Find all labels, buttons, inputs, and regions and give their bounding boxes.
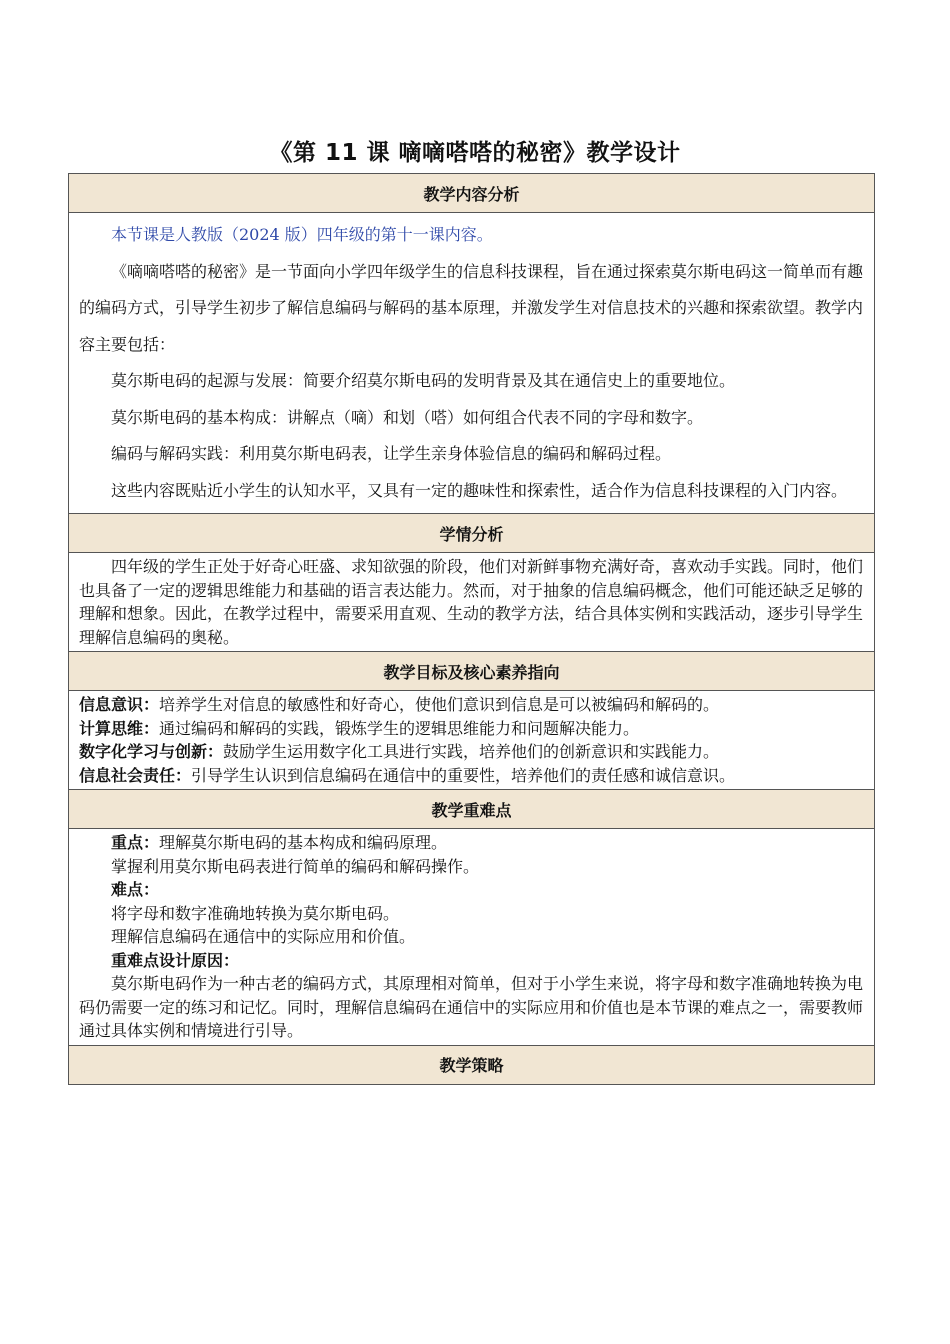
difficulty-line-2: 理解信息编码在通信中的实际应用和价值。	[111, 927, 416, 946]
objective-text: 通过编码和解码的实践，锻炼学生的逻辑思维能力和问题解决能力。	[159, 718, 640, 738]
key-point-line-2: 掌握利用莫尔斯电码表进行简单的编码和解码操作。	[111, 856, 480, 876]
section-header-row	[69, 514, 875, 553]
reason-paragraph: 莫尔斯电码作为一种古老的编码方式，其原理相对简单，但对于小学生来说，将字母和数字准确地转换为电码仍需要一定的练习和记忆。同时，理解信息编码在通信中的实际应用和价值也是本节课的难点之一，需要教师通过具体实例和情境进行引导。	[79, 974, 864, 1040]
key-point-line	[79, 831, 866, 855]
objective-item	[79, 717, 866, 741]
content-paragraph-3: 莫尔斯电码的基本构成：讲解点（嘀）和划（嗒）如何组合代表不同的字母和数字。	[111, 407, 704, 427]
key-points-body	[69, 829, 875, 1046]
lesson-plan-table	[68, 173, 875, 1085]
key-text: 理解莫尔斯电码的基本构成和编码原理。	[159, 833, 448, 852]
content-paragraph-2: 莫尔斯电码的起源与发展：简要介绍莫尔斯电码的发明背景及其在通信史上的重要地位。	[111, 371, 736, 390]
strategy-heading: 教学策略	[69, 1045, 875, 1084]
section-header-row	[69, 174, 875, 213]
objective-label: 信息意识：	[79, 695, 160, 714]
intro-paragraph: 本节课是人教版（2024 版）四年级的第十一课内容。	[111, 225, 493, 244]
section-header-row	[69, 1045, 875, 1084]
key-points-heading: 教学重难点	[69, 790, 875, 829]
learner-analysis-heading: 学情分析	[69, 514, 875, 553]
objective-label: 数字化学习与创新：	[79, 742, 224, 761]
learner-analysis-body	[69, 553, 875, 652]
objective-label: 计算思维：	[79, 718, 160, 738]
content-analysis-body	[69, 213, 875, 514]
objective-text: 引导学生认识到信息编码在通信中的重要性，培养他们的责任感和诚信意识。	[191, 765, 736, 785]
objective-item	[79, 740, 866, 764]
key-label: 重点：	[111, 833, 160, 852]
content-paragraph-1: 《嘀嘀嗒嗒的秘密》是一节面向小学四年级学生的信息科技课程，旨在通过探索莫尔斯电码这一简单而有趣的编码方式，引导学生初步了解信息编码与解码的基本原理，并激发学生对信息技术的兴趣和探索欲望。教学内容主要包括：	[79, 261, 864, 354]
objectives-heading: 教学目标及核心素养指向	[69, 652, 875, 691]
content-paragraph-4: 编码与解码实践：利用莫尔斯电码表，让学生亲身体验信息的编码和解码过程。	[111, 444, 672, 463]
content-analysis-heading: 教学内容分析	[69, 174, 875, 213]
section-header-row	[69, 790, 875, 829]
objective-text: 培养学生对信息的敏感性和好奇心，使他们意识到信息是可以被编码和解码的。	[159, 695, 720, 714]
objective-label: 信息社会责任：	[79, 765, 192, 785]
content-paragraph-5: 这些内容既贴近小学生的认知水平，又具有一定的趣味性和探索性，适合作为信息科技课程的入门内容。	[111, 480, 848, 500]
document-title: 《第 11 课 嘀嘀嗒嗒的秘密》教学设计	[269, 140, 681, 166]
reason-label: 重难点设计原因：	[111, 950, 240, 970]
objectives-body	[69, 691, 875, 790]
section-header-row	[69, 652, 875, 691]
objective-text: 鼓励学生运用数字化工具进行实践，培养他们的创新意识和实践能力。	[223, 742, 720, 761]
difficulty-line-1: 将字母和数字准确地转换为莫尔斯电码。	[111, 903, 400, 923]
difficulty-label: 难点：	[111, 880, 160, 899]
learner-paragraph: 四年级的学生正处于好奇心旺盛、求知欲强的阶段，他们对新鲜事物充满好奇，喜欢动手实践。同时，他们也具备了一定的逻辑思维能力和基础的语言表达能力。然而，对于抽象的信息编码概念，他们可能还缺乏足够的理解和想象。因此，在教学过程中，需要采用直观、生动的教学方法，结合具体实例和实践活动，逐步引导学生理解信息编码的奥秘。	[79, 557, 864, 647]
objective-item	[79, 693, 866, 717]
objective-item	[79, 764, 866, 788]
